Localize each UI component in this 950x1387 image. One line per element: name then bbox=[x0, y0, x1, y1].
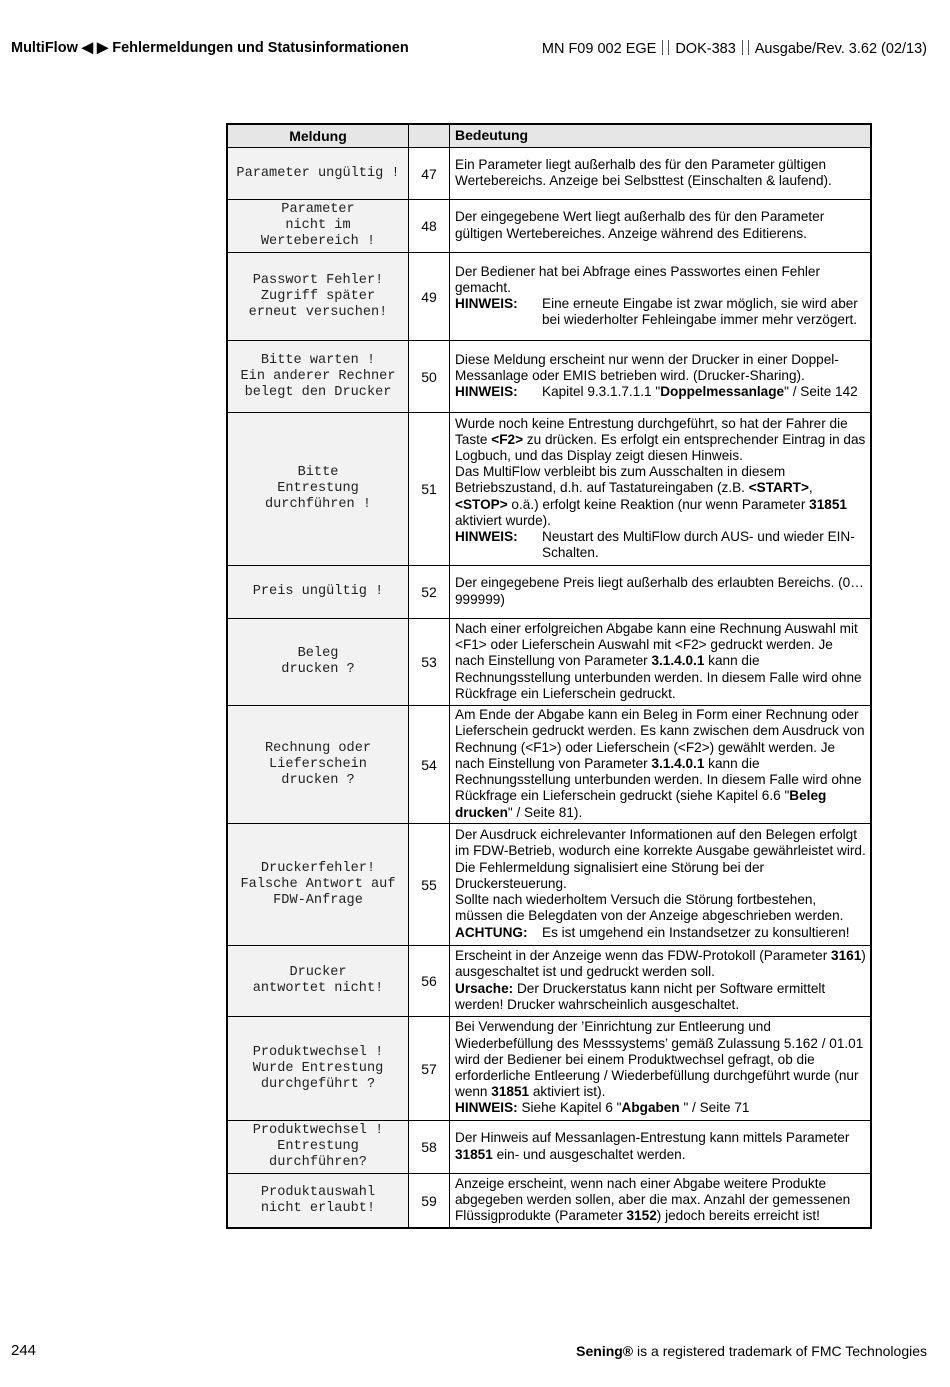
message-description: Der Hinweis auf Messanlagen-Entrestung kann mittels Parameter 31851 ein- und ausgeschaltet werden. bbox=[455, 1130, 850, 1162]
message-description: Diese Meldung erscheint nur wenn der Drucker in einer Doppel-Messanlage oder EMIS betrieben wird. (Drucker-Sharing). HINWEIS: Kapitel 9.3.1.7.1.1 "Doppelmessanlage" / Seite 142 bbox=[455, 351, 858, 400]
message-text: Bitte warten ! Ein anderer Rechner belegt den Drucker bbox=[228, 341, 409, 412]
message-number: 54 bbox=[409, 706, 450, 823]
message-number: 55 bbox=[409, 824, 450, 945]
table-row bbox=[228, 945, 870, 1016]
message-description: Der Ausdruck eichrelevanter Informationen auf den Belegen erfolgt im FDW-Betrieb, wodurch eine korrekte Ausgabe gewährleistet wird. Die Fehlermeldung signalisiert eine Störung bei der Druckersteuerung. Sollte nach wiederholtem Versuch die Störung fortbestehen, müssen die Belegdaten von der Anzeige abgeschrieben werden. ACHTUNG: Es ist umgehend ein Instandsetzer zu konsultieren! bbox=[455, 827, 866, 940]
message-number: 58 bbox=[409, 1121, 450, 1173]
table-row bbox=[228, 565, 870, 618]
message-number: 50 bbox=[409, 341, 450, 412]
table-row bbox=[228, 412, 870, 565]
separator bbox=[742, 40, 749, 55]
table-row bbox=[228, 199, 870, 252]
column-header-nr bbox=[409, 125, 450, 147]
doc-number: MN F09 002 EGE bbox=[541, 41, 657, 57]
message-text: Rechnung oder Lieferschein drucken ? bbox=[228, 706, 409, 823]
table-row bbox=[228, 147, 870, 199]
table-row bbox=[228, 705, 870, 823]
page-header-title: MultiFlow ◀ ▶ Fehlermeldungen und Statusinformationen bbox=[11, 40, 409, 56]
error-message-table bbox=[226, 123, 872, 1229]
message-text: Passwort Fehler! Zugriff später erneut versuchen! bbox=[228, 253, 409, 340]
message-text: Produktauswahl nicht erlaubt! bbox=[228, 1174, 409, 1227]
column-header-bedeutung: Bedeutung bbox=[455, 127, 529, 144]
message-description: Anzeige erscheint, wenn nach einer Abgabe weitere Produkte abgegeben werden sollen, aber die max. Anzahl der gemessenen Flüssigprodukte (Parameter 3152) jedoch bereits erreicht ist! bbox=[455, 1175, 851, 1224]
page-header-docinfo bbox=[542, 40, 927, 57]
message-text: Preis ungültig ! bbox=[228, 566, 409, 618]
message-number: 53 bbox=[409, 619, 450, 705]
message-description: Erscheint in der Anzeige wenn das FDW-Protokoll (Parameter 3161) ausgeschaltet ist und gedruckt werden soll. Ursache: Der Druckerstatus kann nicht per Software ermittelt werden! Drucker wahrscheinlich ausgeschaltet. bbox=[455, 948, 866, 1012]
message-number: 49 bbox=[409, 253, 450, 340]
message-number: 48 bbox=[409, 200, 450, 252]
table-row bbox=[228, 340, 870, 412]
message-description: Ein Parameter liegt außerhalb des für den Parameter gültigen Wertebereichs. Anzeige bei Selbsttest (Einschalten & laufend). bbox=[455, 156, 832, 188]
table-row bbox=[228, 1016, 870, 1120]
message-text: Parameter nicht im Wertebereich ! bbox=[228, 200, 409, 252]
message-text: Druckerfehler! Falsche Antwort auf FDW-Anfrage bbox=[228, 824, 409, 945]
message-text: Bitte Entrestung durchführen ! bbox=[228, 413, 409, 565]
message-description: Am Ende der Abgabe kann ein Beleg in Form einer Rechnung oder Lieferschein gedruckt werden. Es kann zwischen dem Ausdruck von Rechnung (<F1>) oder Lieferschein (<F2>) gewählt werden. Je nach Einstellung von Parameter 3.1.4.0.1 kann die Rechnungsstellung unterbunden werden. In diesem Falle wird ohne Rückfrage ein Lieferschein gedruckt (siehe Kapitel 6.6 "Beleg drucken" / Seite 81). bbox=[455, 707, 865, 820]
table-row bbox=[228, 252, 870, 340]
table-header-row bbox=[228, 125, 870, 147]
table-row bbox=[228, 823, 870, 945]
message-number: 47 bbox=[409, 148, 450, 199]
message-number: 51 bbox=[409, 413, 450, 565]
message-description: Bei Verwendung der ’Einrichtung zur Entleerung und Wiederbefüllung des Messsystems’ gemäß Zulassung 5.162 / 01.01 wird der Bediener bei einem Produktwechsel gefragt, ob die erforderliche Entleerung / Wiederbefüllung durchgeführt wurde (nur wenn 31851 aktiviert ist). HINWEIS: Siehe Kapitel 6 "Abgaben " / Seite 71 bbox=[455, 1019, 864, 1116]
separator bbox=[662, 40, 669, 55]
message-number: 57 bbox=[409, 1017, 450, 1120]
table-row bbox=[228, 1120, 870, 1173]
message-text: Parameter ungültig ! bbox=[228, 148, 409, 199]
message-number: 59 bbox=[409, 1174, 450, 1227]
trademark-note: Sening® is a registered trademark of FMC Technologies bbox=[576, 1343, 927, 1359]
message-number: 52 bbox=[409, 566, 450, 618]
message-text: Produktwechsel ! Wurde Entrestung durchgeführt ? bbox=[228, 1017, 409, 1120]
message-description: Nach einer erfolgreichen Abgabe kann eine Rechnung Auswahl mit <F1> oder Lieferschein Auswahl mit <F2> gedruckt werden. Je nach Einstellung von Parameter 3.1.4.0.1 kann die Rechnungsstellung unterbunden werden. In diesem Falle wird ohne Rückfrage ein Lieferschein gedruckt. bbox=[455, 620, 862, 701]
message-text: Beleg drucken ? bbox=[228, 619, 409, 705]
message-number: 56 bbox=[409, 946, 450, 1016]
column-header-meldung: Meldung bbox=[228, 125, 409, 147]
doc-id: DOK-383 bbox=[675, 41, 736, 57]
message-text: Drucker antwortet nicht! bbox=[228, 946, 409, 1016]
message-description: Der eingegebene Wert liegt außerhalb des für den Parameter gültigen Wertebereiches. Anzeige während des Editierens. bbox=[455, 209, 825, 241]
page-number: 244 bbox=[11, 1342, 37, 1359]
table-row bbox=[228, 1173, 870, 1227]
message-text: Produktwechsel ! Entrestung durchführen? bbox=[228, 1121, 409, 1173]
doc-revision: Ausgabe/Rev. 3.62 (02/13) bbox=[754, 41, 927, 57]
message-description: Wurde noch keine Entrestung durchgeführt, so hat der Fahrer die Taste <F2> zu drücken. Es erfolgt ein entsprechender Eintrag in das Logbuch, und das Display zeigt diesen Hinweis. Das MultiFlow verbleibt bis zum Ausschalten in diesem Betriebszustand, d.h. auf Tastatureingaben (z.B. <START>, <STOP> o.ä.) erfolgt keine Reaktion (nur wenn Parameter 31851 aktiviert wurde). HINWEIS: Neustart des MultiFlow durch AUS- und wieder EIN-Schalten. bbox=[455, 415, 866, 561]
table-row bbox=[228, 618, 870, 705]
message-description: Der eingegebene Preis liegt außerhalb des erlaubten Bereichs. (0…999999) bbox=[455, 575, 864, 607]
message-description: Der Bediener hat bei Abfrage eines Passwortes einen Fehler gemacht. HINWEIS: Eine erneute Eingabe ist zwar möglich, sie wird aber bei wiederholter Fehleingabe immer mehr verzögert. bbox=[455, 263, 858, 328]
